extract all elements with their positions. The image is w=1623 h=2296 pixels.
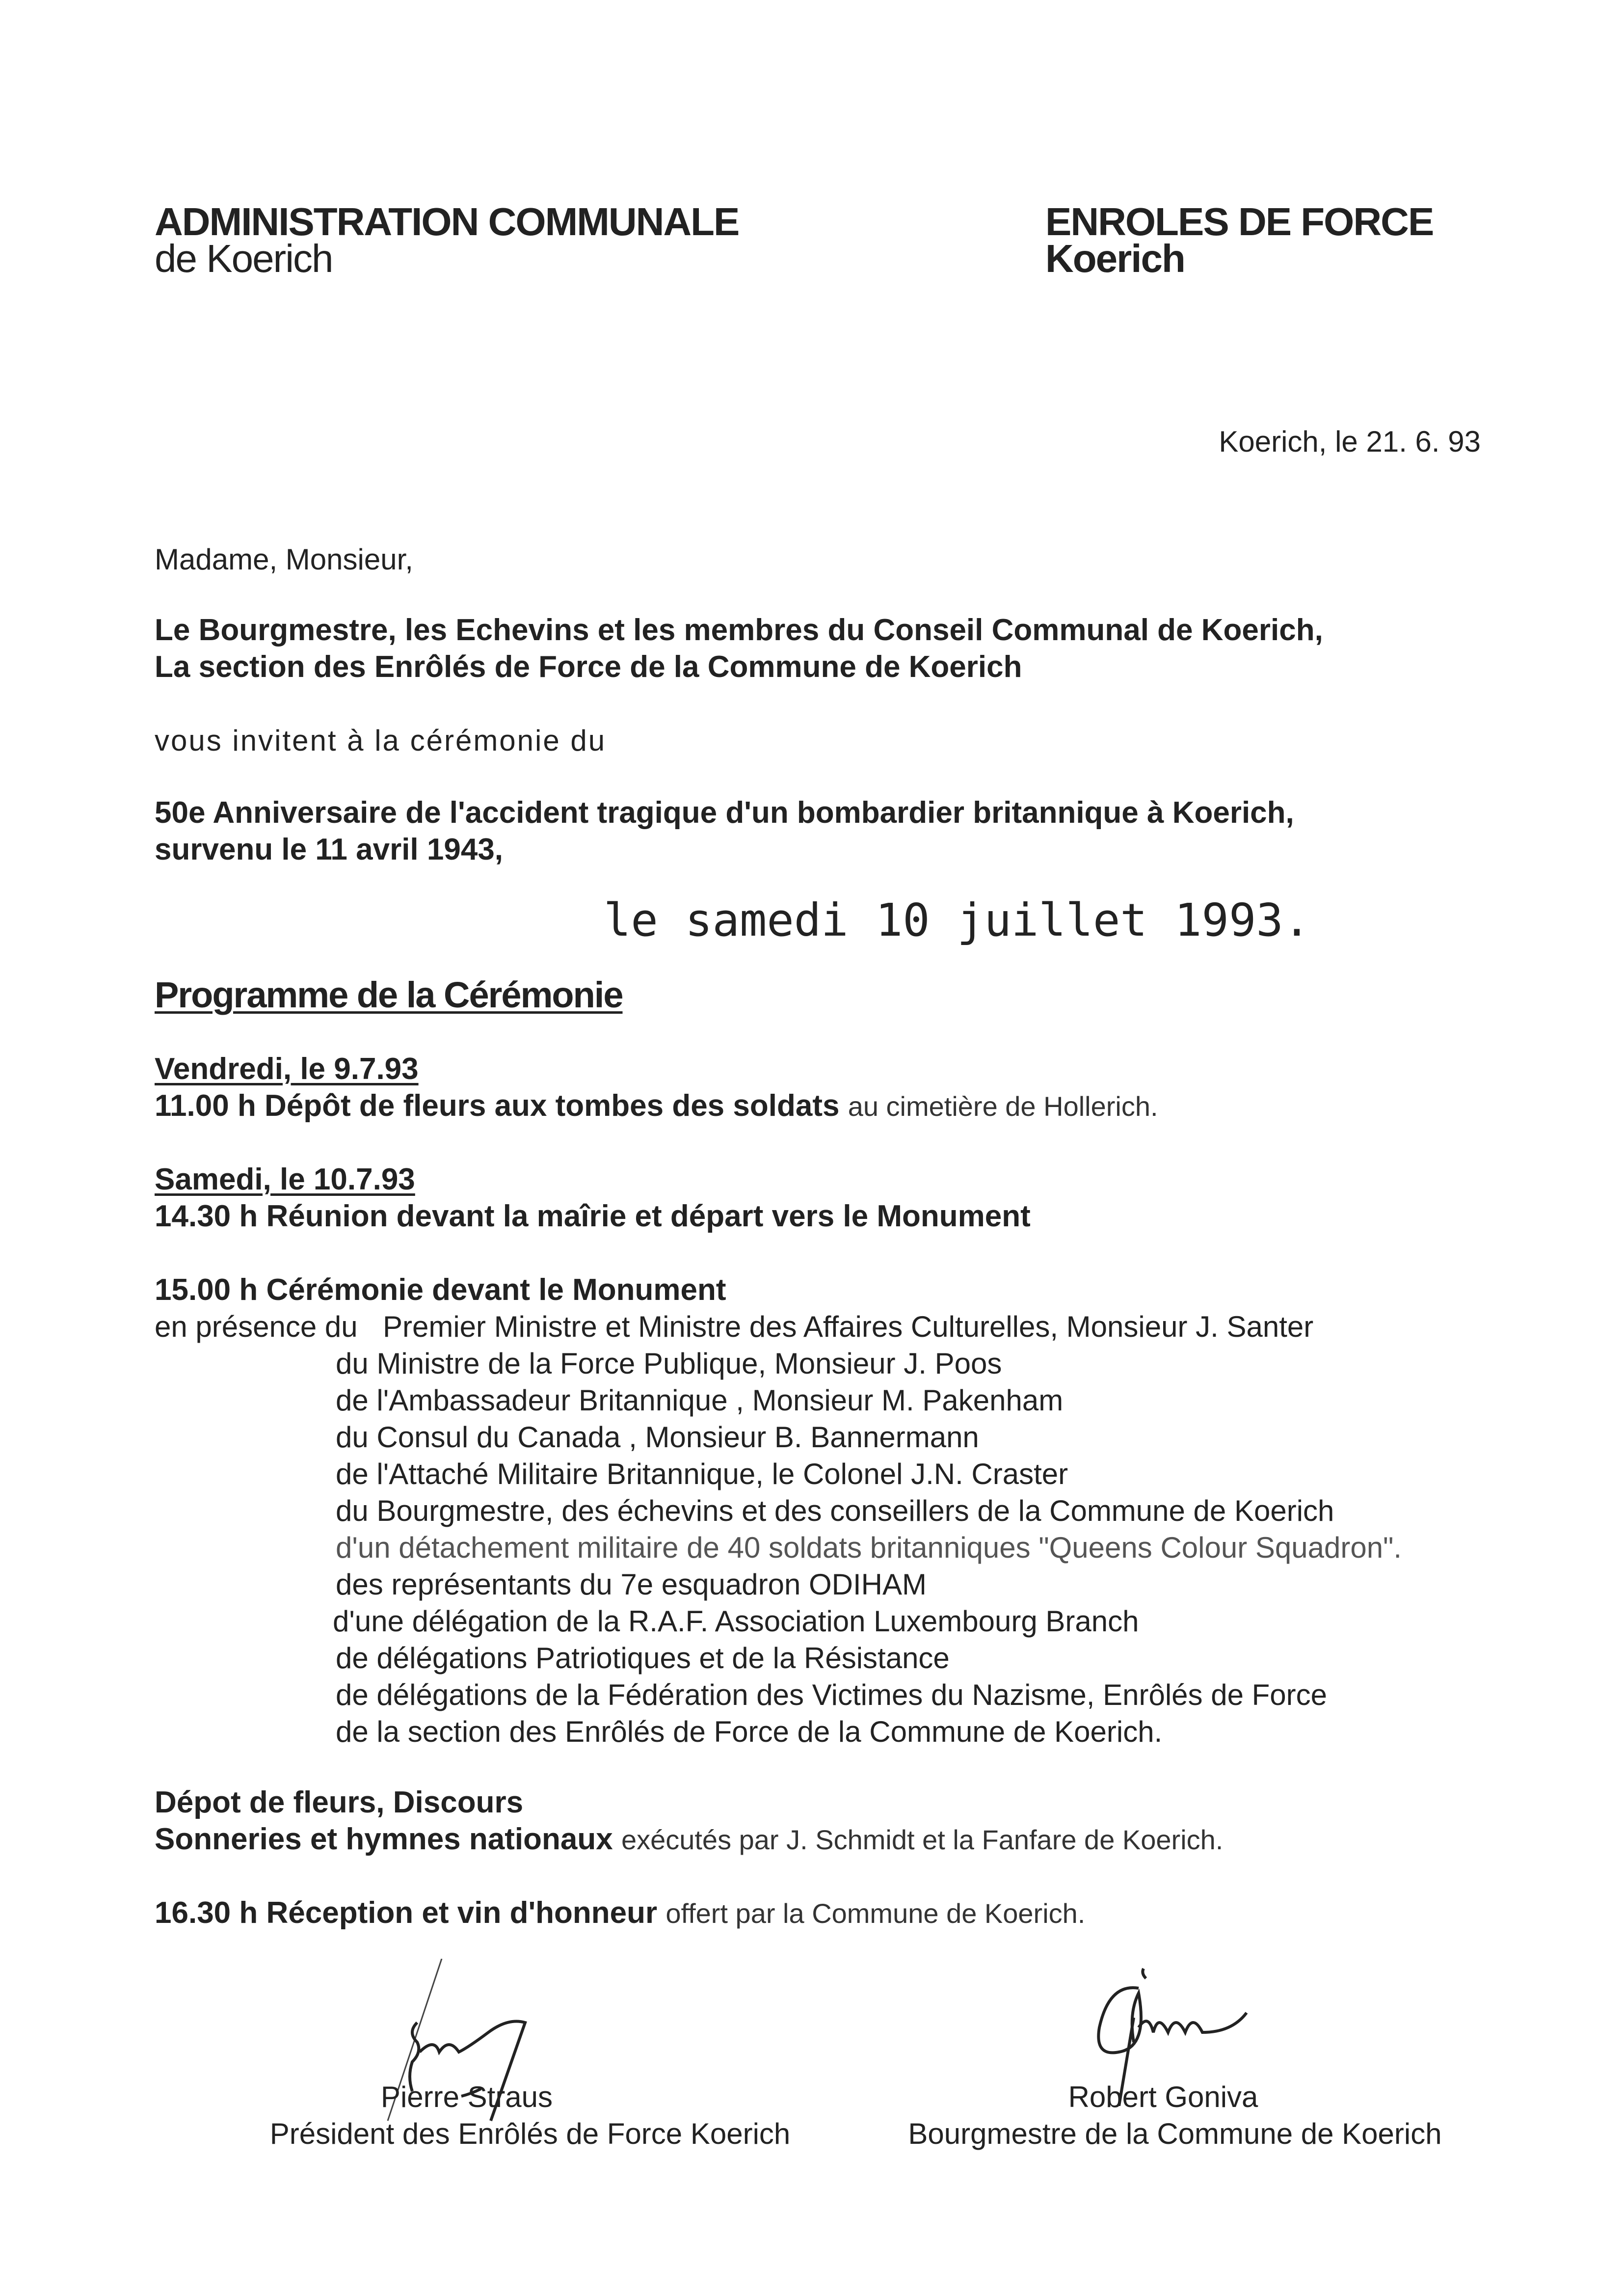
- sonneries-title: Sonneries et hymnes nationaux: [155, 1822, 613, 1856]
- reception-title: 16.30 h Réception et vin d'honneur: [155, 1896, 658, 1930]
- header-left-subtitle: de Koerich: [155, 237, 333, 280]
- day2-item: 15.00 h Cérémonie devant le Monument: [155, 1273, 726, 1307]
- day1-label: Vendredi, le 9.7.93: [155, 1052, 419, 1086]
- day1-item-title: 11.00 h Dépôt de fleurs aux tombes des soldats: [155, 1089, 840, 1123]
- presence-line: du Bourgmestre, des échevins et des conseillers de la Commune de Koerich: [336, 1494, 1334, 1527]
- day2-item: 14.30 h Réunion devant la maîrie et départ vers le Monument: [155, 1199, 1031, 1233]
- presence-line: du Consul du Canada , Monsieur B. Bannermann: [336, 1421, 979, 1454]
- day1-item-detail: au cimetière de Hollerich.: [848, 1091, 1158, 1122]
- header-left-title: ADMINISTRATION COMMUNALE: [155, 200, 739, 243]
- salutation: Madame, Monsieur,: [155, 543, 413, 576]
- occasion-line: 50e Anniversaire de l'accident tragique d'un bombardier britannique à Koerich,: [155, 796, 1294, 830]
- sonneries-detail: exécutés par J. Schmidt et la Fanfare de Koerich.: [621, 1824, 1224, 1855]
- occasion-line: survenu le 11 avril 1943,: [155, 833, 504, 866]
- presence-intro: en présence du: [155, 1310, 358, 1343]
- signatory-title: Bourgmestre de la Commune de Koerich: [908, 2117, 1442, 2150]
- event-date: le samedi 10 juillet 1993.: [604, 894, 1311, 946]
- header-right-title: ENROLES DE FORCE: [1045, 200, 1434, 243]
- day2-label: Samedi, le 10.7.93: [155, 1162, 415, 1196]
- reception-detail: offert par la Commune de Koerich.: [665, 1898, 1086, 1929]
- reception-line: [155, 1894, 1085, 1932]
- sonneries-line: [155, 1821, 1223, 1859]
- day1-item: [155, 1087, 1158, 1125]
- signatory-name: Pierre Straus: [380, 2080, 553, 2113]
- host-line: La section des Enrôlés de Force de la Commune de Koerich: [155, 650, 1022, 684]
- presence-line: de l'Attaché Militaire Britannique, le Colonel J.N. Craster: [336, 1458, 1068, 1490]
- presence-line: Premier Ministre et Ministre des Affaires Culturelles, Monsieur J. Santer: [383, 1310, 1314, 1343]
- invite-text: vous invitent à la cérémonie du: [155, 724, 607, 757]
- letter-date: Koerich, le 21. 6. 93: [1219, 425, 1481, 458]
- programme-title: Programme de la Cérémonie: [155, 974, 623, 1015]
- presence-line: de délégations de la Fédération des Victimes du Nazisme, Enrôlés de Force: [336, 1678, 1327, 1711]
- presence-line: d'un détachement militaire de 40 soldats britanniques "Queens Colour Squadron".: [336, 1531, 1402, 1564]
- host-line: Le Bourgmestre, les Echevins et les membres du Conseil Communal de Koerich,: [155, 613, 1323, 647]
- depot-line: Dépot de fleurs, Discours: [155, 1785, 524, 1819]
- header-right-subtitle: Koerich: [1045, 237, 1185, 280]
- presence-line: du Ministre de la Force Publique, Monsieur J. Poos: [336, 1347, 1002, 1380]
- signatory-title: Président des Enrôlés de Force Koerich: [269, 2117, 791, 2150]
- presence-line: des représentants du 7e esquadron ODIHAM: [336, 1568, 927, 1601]
- presence-line: d'une délégation de la R.A.F. Association Luxembourg Branch: [333, 1605, 1139, 1638]
- presence-line: de l'Ambassadeur Britannique , Monsieur M. Pakenham: [336, 1384, 1064, 1417]
- presence-line: de délégations Patriotiques et de la Résistance: [336, 1642, 950, 1675]
- presence-line: de la section des Enrôlés de Force de la Commune de Koerich.: [336, 1715, 1163, 1748]
- signatory-name: Robert Goniva: [1068, 2080, 1258, 2113]
